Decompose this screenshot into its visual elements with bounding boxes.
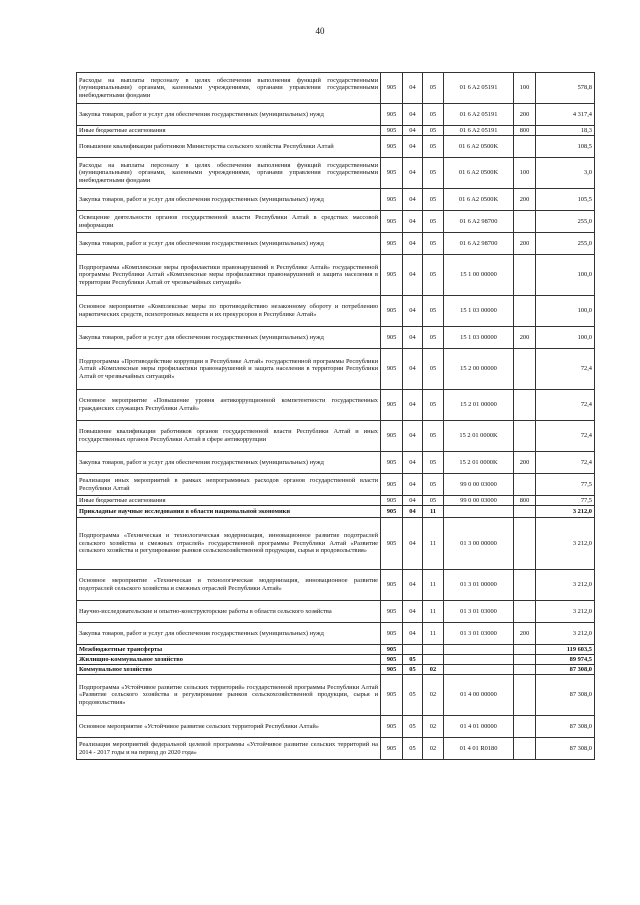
grbs-code-cell: 905 xyxy=(381,349,403,390)
amount-cell: 3 212,0 xyxy=(536,623,595,645)
grbs-code-cell: 905 xyxy=(381,327,403,349)
subsection-code-cell: 05 xyxy=(423,189,444,211)
subsection-code-cell: 05 xyxy=(423,211,444,233)
subsection-code-cell: 05 xyxy=(423,158,444,189)
subsection-code-cell: 05 xyxy=(423,327,444,349)
expense-name-cell: Расходы на выплаты персоналу в целях обеспечения выполнения функций государственными (муниципальными) органами, казенными учреждениями, органами управления государственными внебюджетными фондами xyxy=(77,73,381,104)
grbs-code-cell: 905 xyxy=(381,738,403,760)
grbs-code-cell: 905 xyxy=(381,104,403,126)
subsection-code-cell: 05 xyxy=(423,255,444,296)
table-row xyxy=(77,474,595,496)
amount-cell: 72,4 xyxy=(536,349,595,390)
subsection-code-cell: 11 xyxy=(423,506,444,518)
table-row xyxy=(77,665,595,675)
grbs-code-cell: 905 xyxy=(381,570,403,601)
table-row xyxy=(77,738,595,760)
amount-cell: 3,0 xyxy=(536,158,595,189)
expense-type-cell xyxy=(514,421,536,452)
expense-type-cell: 100 xyxy=(514,158,536,189)
table-row xyxy=(77,601,595,623)
expense-type-cell: 200 xyxy=(514,327,536,349)
subsection-code-cell: 05 xyxy=(423,349,444,390)
table-row xyxy=(77,126,595,136)
subsection-code-cell xyxy=(423,645,444,655)
subsection-code-cell: 11 xyxy=(423,570,444,601)
section-code-cell: 04 xyxy=(403,255,423,296)
expense-type-cell xyxy=(514,518,536,570)
grbs-code-cell: 905 xyxy=(381,452,403,474)
grbs-code-cell: 905 xyxy=(381,601,403,623)
section-code-cell: 04 xyxy=(403,518,423,570)
subsection-code-cell: 02 xyxy=(423,716,444,738)
section-code-cell: 04 xyxy=(403,126,423,136)
section-code-cell: 04 xyxy=(403,211,423,233)
expense-type-cell xyxy=(514,665,536,675)
expense-name-cell: Основное мероприятие «Техническая и технологическая модернизация, инновационное развитие подотраслей сельского хозяйства и смежных отраслей Республики Алтай» xyxy=(77,570,381,601)
subsection-code-cell: 05 xyxy=(423,474,444,496)
section-code-cell: 05 xyxy=(403,716,423,738)
expense-type-cell: 800 xyxy=(514,496,536,506)
expense-type-cell xyxy=(514,255,536,296)
table-row xyxy=(77,390,595,421)
expense-name-cell: Прикладные научные исследования в области национальной экономики xyxy=(77,506,381,518)
amount-cell: 3 212,0 xyxy=(536,518,595,570)
grbs-code-cell: 905 xyxy=(381,296,403,327)
expense-type-cell xyxy=(514,570,536,601)
section-code-cell: 04 xyxy=(403,570,423,601)
target-article-cell: 99 0 00 03000 xyxy=(444,474,514,496)
subsection-code-cell: 11 xyxy=(423,623,444,645)
subsection-code-cell: 05 xyxy=(423,421,444,452)
target-article-cell: 15 2 01 0000K xyxy=(444,421,514,452)
expense-name-cell: Закупка товаров, работ и услуг для обеспечения государственных (муниципальных) нужд xyxy=(77,327,381,349)
section-code-cell: 04 xyxy=(403,623,423,645)
expense-type-cell xyxy=(514,211,536,233)
expense-name-cell: Повышение квалификации работников Министерства сельского хозяйства Республики Алтай xyxy=(77,136,381,158)
grbs-code-cell: 905 xyxy=(381,136,403,158)
amount-cell: 119 603,5 xyxy=(536,645,595,655)
expense-type-cell xyxy=(514,738,536,760)
expense-type-cell: 200 xyxy=(514,623,536,645)
amount-cell: 87 308,0 xyxy=(536,738,595,760)
subsection-code-cell: 05 xyxy=(423,452,444,474)
table-row xyxy=(77,645,595,655)
section-code-cell: 05 xyxy=(403,655,423,665)
expense-name-cell: Освещение деятельности органов государственной власти Республики Алтай в средствах массовой информации xyxy=(77,211,381,233)
table-row xyxy=(77,518,595,570)
amount-cell: 72,4 xyxy=(536,390,595,421)
expense-name-cell: Коммунальное хозяйство xyxy=(77,665,381,675)
subsection-code-cell: 02 xyxy=(423,738,444,760)
expense-name-cell: Реализация мероприятий федеральной целевой программы «Устойчивое развитие сельских территорий на 2014 - 2017 годы и на период до 2020 года» xyxy=(77,738,381,760)
expense-type-cell: 200 xyxy=(514,233,536,255)
section-code-cell: 05 xyxy=(403,665,423,675)
amount-cell: 100,0 xyxy=(536,296,595,327)
expense-name-cell: Подпрограмма «Устойчивое развитие сельских территорий» государственной программы Республики Алтай «Развитие сельского хозяйства и регулирование рынков сельскохозяйственной продукции, сырья и продовольствия» xyxy=(77,675,381,716)
expense-name-cell: Межбюджетные трансферты xyxy=(77,645,381,655)
section-code-cell: 04 xyxy=(403,189,423,211)
section-code-cell: 04 xyxy=(403,601,423,623)
amount-cell: 87 308,0 xyxy=(536,675,595,716)
target-article-cell: 01 4 00 00000 xyxy=(444,675,514,716)
expense-name-cell: Повышение квалификации работников органов государственной власти Республики Алтай и иных государственных органов Республики Алтай в сфере антикоррупции xyxy=(77,421,381,452)
expense-type-cell: 200 xyxy=(514,452,536,474)
amount-cell: 108,5 xyxy=(536,136,595,158)
subsection-code-cell: 05 xyxy=(423,390,444,421)
target-article-cell: 01 6 A2 98700 xyxy=(444,233,514,255)
target-article-cell: 15 1 03 00000 xyxy=(444,296,514,327)
grbs-code-cell: 905 xyxy=(381,716,403,738)
grbs-code-cell: 905 xyxy=(381,623,403,645)
section-code-cell: 04 xyxy=(403,390,423,421)
subsection-code-cell xyxy=(423,655,444,665)
target-article-cell: 01 4 01 R0180 xyxy=(444,738,514,760)
grbs-code-cell: 905 xyxy=(381,211,403,233)
grbs-code-cell: 905 xyxy=(381,255,403,296)
section-code-cell: 04 xyxy=(403,158,423,189)
expense-name-cell: Подпрограмма «Комплексные меры профилактики правонарушений в Республике Алтай» государственной программы Республики Алтай «Комплексные меры профилактики правонарушений и защита населения в территории Республики Алтай от чрезвычайных ситуаций» xyxy=(77,255,381,296)
table-row xyxy=(77,296,595,327)
expense-name-cell: Закупка товаров, работ и услуг для обеспечения государственных (муниципальных) нужд xyxy=(77,104,381,126)
table-row xyxy=(77,506,595,518)
subsection-code-cell: 05 xyxy=(423,126,444,136)
amount-cell: 100,0 xyxy=(536,327,595,349)
expense-type-cell xyxy=(514,716,536,738)
table-row xyxy=(77,327,595,349)
amount-cell: 72,4 xyxy=(536,421,595,452)
expense-type-cell xyxy=(514,506,536,518)
grbs-code-cell: 905 xyxy=(381,675,403,716)
expense-name-cell: Подпрограмма «Противодействие коррупции в Республике Алтай» государственной программы Республики Алтай «Комплексные меры профилактики правонарушений и защита населения в территории Республики Алтай от чрезвычайных ситуаций» xyxy=(77,349,381,390)
expense-type-cell: 800 xyxy=(514,126,536,136)
expense-name-cell: Закупка товаров, работ и услуг для обеспечения государственных (муниципальных) нужд xyxy=(77,233,381,255)
section-code-cell: 04 xyxy=(403,452,423,474)
table-row xyxy=(77,73,595,104)
grbs-code-cell: 905 xyxy=(381,518,403,570)
amount-cell: 255,0 xyxy=(536,233,595,255)
amount-cell: 578,8 xyxy=(536,73,595,104)
expense-name-cell: Основное мероприятие «Повышение уровня антикоррупционной компетентности государственных гражданских служащих Республики Алтай» xyxy=(77,390,381,421)
section-code-cell: 04 xyxy=(403,136,423,158)
subsection-code-cell: 02 xyxy=(423,675,444,716)
grbs-code-cell: 905 xyxy=(381,645,403,655)
subsection-code-cell: 05 xyxy=(423,136,444,158)
target-article-cell: 01 6 A2 0500K xyxy=(444,158,514,189)
table-row xyxy=(77,158,595,189)
subsection-code-cell: 05 xyxy=(423,104,444,126)
amount-cell: 255,0 xyxy=(536,211,595,233)
expense-name-cell: Иные бюджетные ассигнования xyxy=(77,126,381,136)
amount-cell: 105,5 xyxy=(536,189,595,211)
section-code-cell: 04 xyxy=(403,104,423,126)
target-article-cell xyxy=(444,645,514,655)
expense-type-cell xyxy=(514,349,536,390)
expense-type-cell xyxy=(514,645,536,655)
budget-table-body xyxy=(77,73,595,760)
amount-cell: 3 212,0 xyxy=(536,570,595,601)
expense-type-cell: 100 xyxy=(514,73,536,104)
target-article-cell: 01 6 A2 0500K xyxy=(444,136,514,158)
expense-name-cell: Основное мероприятие «Комплексные меры по противодействию незаконному обороту и потреблению наркотических средств, психотропных веществ и их прекурсоров в Республике Алтай» xyxy=(77,296,381,327)
section-code-cell: 04 xyxy=(403,327,423,349)
table-row xyxy=(77,655,595,665)
target-article-cell: 15 1 00 00000 xyxy=(444,255,514,296)
amount-cell: 100,0 xyxy=(536,255,595,296)
table-row xyxy=(77,675,595,716)
amount-cell: 4 317,4 xyxy=(536,104,595,126)
amount-cell: 3 212,0 xyxy=(536,601,595,623)
expense-name-cell: Иные бюджетные ассигнования xyxy=(77,496,381,506)
expense-type-cell xyxy=(514,655,536,665)
amount-cell: 77,5 xyxy=(536,474,595,496)
expense-type-cell: 200 xyxy=(514,189,536,211)
section-code-cell: 05 xyxy=(403,675,423,716)
table-row xyxy=(77,716,595,738)
table-row xyxy=(77,623,595,645)
subsection-code-cell: 11 xyxy=(423,518,444,570)
grbs-code-cell: 905 xyxy=(381,390,403,421)
table-row xyxy=(77,452,595,474)
amount-cell: 3 212,0 xyxy=(536,506,595,518)
expense-name-cell: Закупка товаров, работ и услуг для обеспечения государственных (муниципальных) нужд xyxy=(77,189,381,211)
table-row xyxy=(77,211,595,233)
target-article-cell: 01 6 A2 05191 xyxy=(444,126,514,136)
target-article-cell: 15 1 03 00000 xyxy=(444,327,514,349)
section-code-cell: 04 xyxy=(403,506,423,518)
target-article-cell: 01 3 00 00000 xyxy=(444,518,514,570)
table-row xyxy=(77,189,595,211)
subsection-code-cell: 11 xyxy=(423,601,444,623)
target-article-cell xyxy=(444,665,514,675)
target-article-cell: 01 6 A2 05191 xyxy=(444,104,514,126)
amount-cell: 87 308,0 xyxy=(536,665,595,675)
table-row xyxy=(77,496,595,506)
table-row xyxy=(77,104,595,126)
expense-type-cell xyxy=(514,675,536,716)
target-article-cell: 15 2 00 00000 xyxy=(444,349,514,390)
expense-type-cell xyxy=(514,136,536,158)
expense-name-cell: Подпрограмма «Техническая и технологическая модернизация, инновационное развитие подотраслей сельского хозяйства и смежных отраслей» государственной программы Республики Алтай «Развитие сельского хозяйства и регулирование рынков сельскохозяйственной продукции, сырья и продовольствия» xyxy=(77,518,381,570)
grbs-code-cell: 905 xyxy=(381,126,403,136)
expense-type-cell xyxy=(514,296,536,327)
amount-cell: 89 974,5 xyxy=(536,655,595,665)
table-row xyxy=(77,233,595,255)
target-article-cell: 99 0 00 03000 xyxy=(444,496,514,506)
target-article-cell xyxy=(444,506,514,518)
amount-cell: 87 308,0 xyxy=(536,716,595,738)
grbs-code-cell: 905 xyxy=(381,233,403,255)
budget-table xyxy=(76,72,595,760)
subsection-code-cell: 02 xyxy=(423,665,444,675)
table-row xyxy=(77,570,595,601)
expense-name-cell: Расходы на выплаты персоналу в целях обеспечения выполнения функций государственными (муниципальными) органами, казенными учреждениями, органами управления государственными внебюджетными фондами xyxy=(77,158,381,189)
section-code-cell: 04 xyxy=(403,421,423,452)
grbs-code-cell: 905 xyxy=(381,474,403,496)
target-article-cell: 01 3 01 03000 xyxy=(444,601,514,623)
grbs-code-cell: 905 xyxy=(381,655,403,665)
target-article-cell: 01 6 A2 05191 xyxy=(444,73,514,104)
expense-name-cell: Научно-исследовательские и опытно-конструкторские работы в области сельского хозяйства xyxy=(77,601,381,623)
expense-name-cell: Жилищно-коммунальное хозяйство xyxy=(77,655,381,665)
table-row xyxy=(77,136,595,158)
table-row xyxy=(77,255,595,296)
grbs-code-cell: 905 xyxy=(381,189,403,211)
expense-type-cell xyxy=(514,601,536,623)
section-code-cell: 05 xyxy=(403,738,423,760)
expense-name-cell: Основное мероприятие «Устойчивое развитие сельских территорий Республики Алтай» xyxy=(77,716,381,738)
grbs-code-cell: 905 xyxy=(381,73,403,104)
section-code-cell: 04 xyxy=(403,496,423,506)
amount-cell: 77,5 xyxy=(536,496,595,506)
target-article-cell: 15 2 01 00000 xyxy=(444,390,514,421)
target-article-cell: 01 3 01 00000 xyxy=(444,570,514,601)
subsection-code-cell: 05 xyxy=(423,496,444,506)
table-row xyxy=(77,421,595,452)
target-article-cell xyxy=(444,655,514,665)
grbs-code-cell: 905 xyxy=(381,506,403,518)
expense-type-cell: 200 xyxy=(514,104,536,126)
section-code-cell: 04 xyxy=(403,474,423,496)
expense-name-cell: Реализация иных мероприятий в рамках непрограммных расходов органов государственной власти Республики Алтай xyxy=(77,474,381,496)
grbs-code-cell: 905 xyxy=(381,421,403,452)
grbs-code-cell: 905 xyxy=(381,496,403,506)
target-article-cell: 01 6 A2 0500K xyxy=(444,189,514,211)
section-code-cell: 04 xyxy=(403,233,423,255)
grbs-code-cell: 905 xyxy=(381,665,403,675)
section-code-cell: 04 xyxy=(403,296,423,327)
expense-name-cell: Закупка товаров, работ и услуг для обеспечения государственных (муниципальных) нужд xyxy=(77,452,381,474)
section-code-cell xyxy=(403,645,423,655)
amount-cell: 72,4 xyxy=(536,452,595,474)
grbs-code-cell: 905 xyxy=(381,158,403,189)
amount-cell: 18,3 xyxy=(536,126,595,136)
target-article-cell: 01 4 01 00000 xyxy=(444,716,514,738)
target-article-cell: 01 6 A2 98700 xyxy=(444,211,514,233)
page-number: 40 xyxy=(315,26,325,36)
target-article-cell: 15 2 01 0000K xyxy=(444,452,514,474)
section-code-cell: 04 xyxy=(403,349,423,390)
table-row xyxy=(77,349,595,390)
target-article-cell: 01 3 01 03000 xyxy=(444,623,514,645)
subsection-code-cell: 05 xyxy=(423,73,444,104)
expense-name-cell: Закупка товаров, работ и услуг для обеспечения государственных (муниципальных) нужд xyxy=(77,623,381,645)
subsection-code-cell: 05 xyxy=(423,296,444,327)
expense-type-cell xyxy=(514,390,536,421)
section-code-cell: 04 xyxy=(403,73,423,104)
subsection-code-cell: 05 xyxy=(423,233,444,255)
expense-type-cell xyxy=(514,474,536,496)
